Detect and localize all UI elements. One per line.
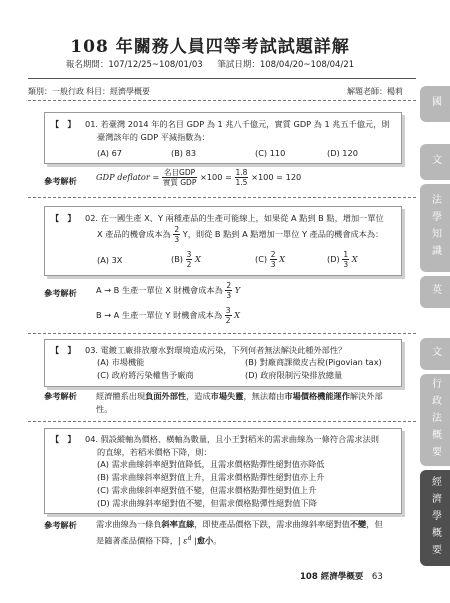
option-c: (C) 110 xyxy=(255,148,286,158)
text-segment: ，但 xyxy=(366,519,383,529)
text-segment: 。 xyxy=(213,535,222,546)
question-1-text-cont: 臺灣該年的 GDP 平減指數為： xyxy=(97,132,210,142)
option-d: (D) 政府限制污染排放總量 xyxy=(245,370,343,380)
text-segment: X 產品的機會成本為 xyxy=(97,229,171,239)
fraction xyxy=(270,250,277,269)
option-var: X xyxy=(279,254,285,264)
answer-3-cont: 性。 xyxy=(96,404,113,414)
option-letter: (B) xyxy=(171,254,184,264)
answer-3 xyxy=(96,390,383,403)
option-c xyxy=(255,250,285,269)
question-3-box xyxy=(44,339,402,387)
option-b: (B) 對廠商課徵皮古稅(Pigovian tax) xyxy=(245,357,382,367)
keyword: 斜率直線 xyxy=(161,519,195,529)
keyword: 市場價格機能運作 xyxy=(284,391,350,401)
option-d xyxy=(327,250,358,269)
numerator: 2 xyxy=(226,281,232,290)
option-a: (A) 67 xyxy=(97,148,123,158)
denominator: 3 xyxy=(174,235,180,244)
answer-bracket: 【 】 xyxy=(51,345,76,355)
denominator: 3 xyxy=(226,291,232,300)
text-segment: | xyxy=(191,535,197,546)
sidebar-tab-chinese-2: 文 xyxy=(420,144,450,180)
answer-var: X xyxy=(234,310,240,320)
answer-var: Y xyxy=(234,285,241,295)
option-b: (B) 83 xyxy=(171,148,197,158)
keyword: 不變 xyxy=(349,519,367,529)
fraction xyxy=(162,168,198,187)
text-segment: 解決外部 xyxy=(349,391,383,401)
question-4-text-cont: 的直線，若稻米價格下降，則： xyxy=(97,447,212,457)
option-d: (D) 需求曲線斜率絕對值不變，但需求價格點彈性絕對值下降 xyxy=(97,498,317,508)
answer-label: 參考解析 xyxy=(44,391,77,401)
denominator: 2 xyxy=(186,260,192,269)
answer-2-line-2 xyxy=(96,306,240,325)
written-exam-dates: 筆試日期：108/04/20~108/04/21 xyxy=(217,60,355,70)
answer-label: 參考解析 xyxy=(44,176,77,186)
question-4-box xyxy=(44,428,402,514)
formula-mid: ×100 = xyxy=(199,172,232,182)
text-segment: A → B 生產一單位 X 財機會成本為 xyxy=(96,285,223,295)
option-var: X xyxy=(195,254,201,264)
formula-result: ×100 = 120 xyxy=(251,172,302,182)
text-segment: 是隨著產品價格下降， xyxy=(96,535,178,546)
sidebar-tab-admin-law: 行政法概要 xyxy=(420,374,450,466)
option-d: (D) 120 xyxy=(327,148,358,158)
exam-dates xyxy=(0,58,420,70)
sidebar-tab-english-2: 文 xyxy=(420,338,450,370)
answer-bracket: 【 】 xyxy=(51,434,76,444)
question-2-box xyxy=(44,206,402,276)
keyword: 負面外部性 xyxy=(145,391,187,401)
text-segment: ，造成 xyxy=(186,391,211,401)
option-b: (B) 需求曲線斜率絕對值上升，且需求價格點彈性絕對值亦上升 xyxy=(97,472,325,482)
option-c: (C) 需求曲線斜率絕對值不變，但需求價格點彈性絕對值上升 xyxy=(97,485,317,495)
formula-lhs: GDP deflator = xyxy=(96,172,160,182)
answer-bracket: 【 】 xyxy=(51,213,76,223)
sidebar-tab-law: 法學知識 xyxy=(420,184,450,272)
option-letter: (D) xyxy=(327,254,340,264)
numerator: 2 xyxy=(270,250,276,259)
keyword: 市場失靈 xyxy=(210,391,244,401)
answer-label: 參考解析 xyxy=(44,288,77,298)
teacher-label: 解題老師：楊莉 xyxy=(347,87,403,96)
sidebar-tab-english-1: 英 xyxy=(420,276,450,308)
answer-2-line-1 xyxy=(96,281,240,300)
text-segment: 需求曲線為一條負 xyxy=(96,519,162,529)
question-4-text: 04. 假設縱軸為價格、橫軸為數量，且小王對稻米的需求曲線為一條符合需求法則 xyxy=(85,434,379,444)
sidebar-tab-chinese-1: 國 xyxy=(420,86,450,122)
answer-label: 參考解析 xyxy=(44,520,77,530)
numerator: 1 xyxy=(343,250,349,259)
section-divider xyxy=(28,197,416,198)
fraction xyxy=(342,250,349,269)
denominator: 2 xyxy=(225,316,231,325)
registration-period: 報名期間：107/12/25~108/01/03 xyxy=(65,60,203,70)
numerator: 3 xyxy=(186,250,192,259)
text-segment: 經濟體系出現 xyxy=(96,391,146,401)
numerator: 名目GDP xyxy=(162,168,198,178)
header-divider xyxy=(28,78,416,79)
text-segment: ，無法藉由 xyxy=(243,391,285,401)
fraction xyxy=(225,281,232,300)
answer-4 xyxy=(96,518,383,531)
text-segment: B → A 生產一單位 Y 財機會成本為 xyxy=(96,310,223,320)
meta-divider xyxy=(28,100,416,101)
option-var: X xyxy=(351,254,358,264)
denominator: 3 xyxy=(343,260,349,269)
option-letter: (C) xyxy=(255,254,268,264)
text-segment: ，即使產品價格下跌，需求曲線斜率絕對值 xyxy=(194,519,350,529)
section-divider xyxy=(28,421,416,422)
text-segment: Y，則從 B 點到 A 點增加一單位 Y 產品的機會成本為： xyxy=(182,229,384,239)
question-2-text: 02. 在一國生產 X、Y 兩種產品的生產可能線上，如果從 A 點到 B 點，增加一單位 xyxy=(85,213,384,223)
keyword: 愈小 xyxy=(196,535,214,546)
option-c: (C) 政府將污染權售予廠商 xyxy=(97,370,194,380)
subject-label: 科目：經濟學概要 xyxy=(86,87,150,96)
denominator: 實質 GDP xyxy=(162,178,197,187)
answer-4-cont xyxy=(96,532,221,548)
denominator: 3 xyxy=(270,260,276,269)
question-1-text: 01. 若臺灣 2014 年的名目 GDP 為 1 兆八千億元，實質 GDP 為 1 兆五千億元，則 xyxy=(85,119,390,129)
option-a: (A) 市場機能 xyxy=(97,357,145,367)
category-label: 類別：一般行政 xyxy=(28,87,84,96)
denominator: 1.5 xyxy=(235,178,248,187)
question-1-box xyxy=(44,112,402,164)
page-number: 63 xyxy=(371,572,383,582)
fraction xyxy=(225,306,232,325)
option-b xyxy=(171,250,201,269)
fraction xyxy=(186,250,193,269)
fraction xyxy=(235,168,249,187)
numerator: 1.8 xyxy=(235,168,248,177)
section-divider xyxy=(28,333,416,334)
answer-bracket: 【 】 xyxy=(51,119,76,129)
question-2-text-cont xyxy=(97,225,383,244)
sidebar-tab-economics: 經濟學概要 xyxy=(420,470,450,566)
numerator: 2 xyxy=(174,225,180,234)
question-3-text: 03. 電鍍工廠排放廢水對環境造成污染，下列何者無法解決此種外部性？ xyxy=(85,345,347,355)
option-a: (A) 3X xyxy=(97,255,123,265)
fraction xyxy=(173,225,180,244)
option-a: (A) 需求曲線斜率絕對值降低，且需求價格點彈性絕對值亦降低 xyxy=(97,459,325,469)
answer-1 xyxy=(96,168,301,187)
page-footer xyxy=(300,570,383,582)
elasticity-symbol: | ε xyxy=(177,535,188,546)
footer-section: 108 經濟學概要 xyxy=(300,572,364,582)
elasticity-subscript: d xyxy=(187,535,192,542)
numerator: 3 xyxy=(225,306,231,315)
page-title: 108 年關務人員四等考試試題詳解 xyxy=(70,37,350,57)
